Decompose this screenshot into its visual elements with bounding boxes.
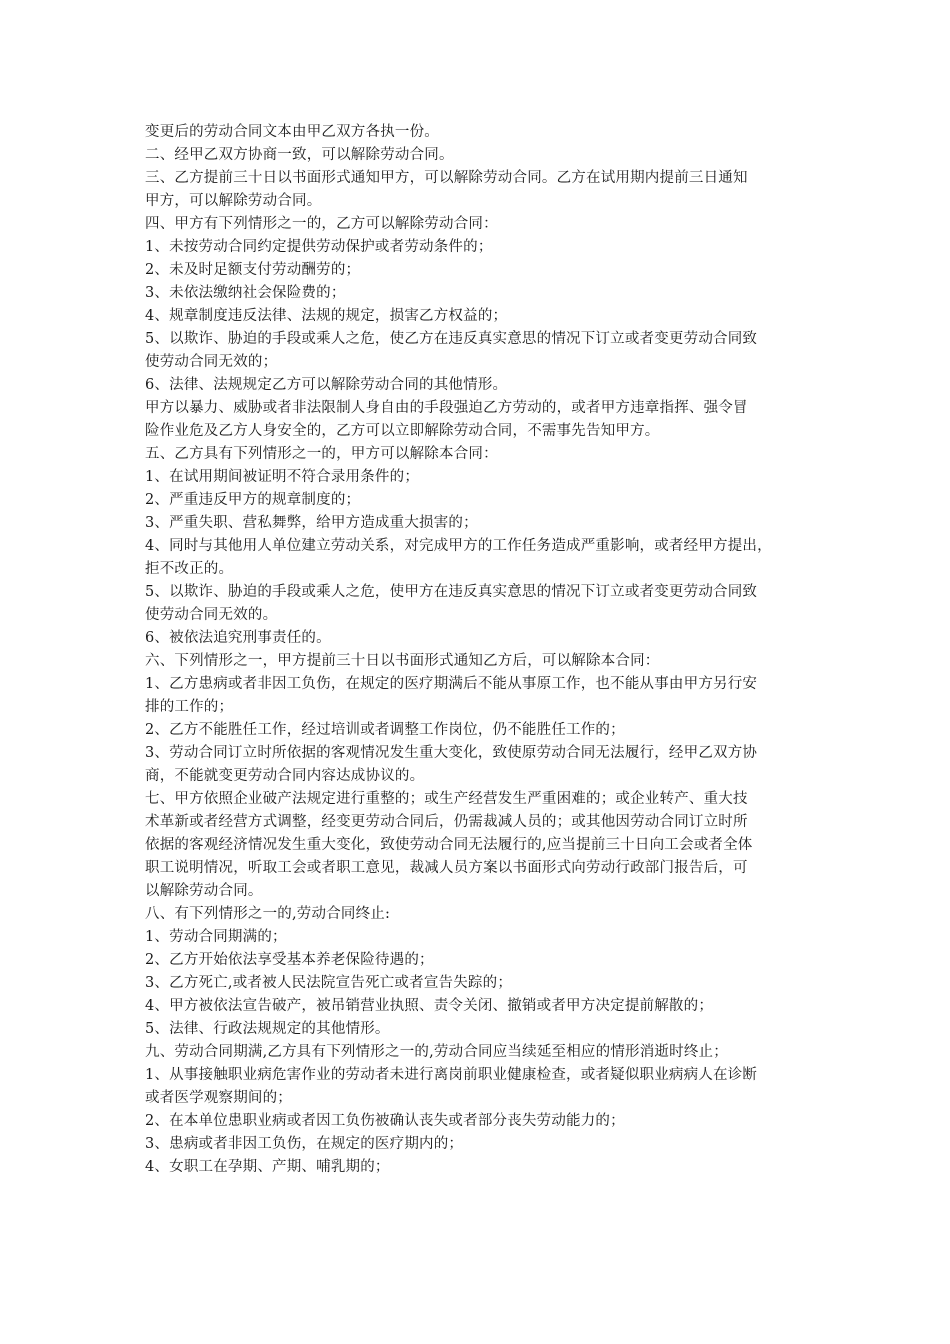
text-line: 甲方，可以解除劳动合同。	[145, 193, 322, 209]
text-line: 八、有下列情形之一的,劳动合同终止:	[145, 906, 391, 922]
text-line: 3、严重失职、营私舞弊，给甲方造成重大损害的；	[145, 515, 478, 531]
text-line: 职工说明情况，听取工会或者职工意见，裁减人员方案以书面形式向劳动行政部门报告后，可	[145, 860, 748, 876]
text-line: 三、乙方提前三十日以书面形式通知甲方，可以解除劳动合同。乙方在试用期内提前三日通知	[145, 170, 748, 186]
text-line: 3、患病或者非因工负伤，在规定的医疗期内的；	[145, 1136, 464, 1152]
text-line: 拒不改正的。	[145, 561, 234, 577]
text-line: 6、被依法追究刑事责任的。	[145, 630, 331, 646]
text-line: 5、法律、行政法规规定的其他情形。	[145, 1021, 390, 1037]
text-line: 五、乙方具有下列情形之一的，甲方可以解除本合同：	[145, 446, 498, 462]
text-line: 1、未按劳动合同约定提供劳动保护或者劳动条件的；	[145, 239, 493, 255]
text-line: 4、同时与其他用人单位建立劳动关系，对完成甲方的工作任务造成严重影响，或者经甲方提出，	[145, 538, 772, 554]
text-line: 4、甲方被依法宣告破产，被吊销营业执照、责令关闭、撤销或者甲方决定提前解散的；	[145, 998, 714, 1014]
text-line: 七、甲方依照企业破产法规定进行重整的；或生产经营发生严重困难的；或企业转产、重大技	[145, 791, 748, 807]
text-line: 5、以欺诈、胁迫的手段或乘人之危，使甲方在违反真实意思的情况下订立或者变更劳动合同致	[145, 584, 758, 600]
text-line: 5、以欺诈、胁迫的手段或乘人之危，使乙方在违反真实意思的情况下订立或者变更劳动合同致	[145, 331, 758, 347]
text-line: 2、未及时足额支付劳动酬劳的；	[145, 262, 361, 278]
text-line: 险作业危及乙方人身安全的，乙方可以立即解除劳动合同，不需事先告知甲方。	[145, 423, 660, 439]
text-line: 或者医学观察期间的；	[145, 1090, 292, 1106]
text-line: 四、甲方有下列情形之一的，乙方可以解除劳动合同：	[145, 216, 498, 232]
text-line: 2、在本单位患职业病或者因工负伤被确认丧失或者部分丧失劳动能力的；	[145, 1113, 625, 1129]
text-line: 2、严重违反甲方的规章制度的；	[145, 492, 361, 508]
document-body	[145, 121, 825, 1179]
text-line: 2、乙方不能胜任工作，经过培训或者调整工作岗位，仍不能胜任工作的；	[145, 722, 625, 738]
text-line: 使劳动合同无效的。	[145, 607, 278, 623]
text-line: 排的工作的；	[145, 699, 234, 715]
text-line: 甲方以暴力、威胁或者非法限制人身自由的手段强迫乙方劳动的，或者甲方违章指挥、强令冒	[145, 400, 748, 416]
text-line: 6、法律、法规规定乙方可以解除劳动合同的其他情形。	[145, 377, 508, 393]
text-line: 3、未依法缴纳社会保险费的；	[145, 285, 346, 301]
text-line: 4、女职工在孕期、产期、哺乳期的；	[145, 1159, 390, 1175]
text-line: 二、经甲乙双方协商一致，可以解除劳动合同。	[145, 147, 454, 163]
text-line: 1、乙方患病或者非因工负伤，在规定的医疗期满后不能从事原工作，也不能从事由甲方另行安	[145, 676, 758, 692]
text-line: 3、劳动合同订立时所依据的客观情况发生重大变化，致使原劳动合同无法履行，经甲乙双方协	[145, 745, 758, 761]
text-line: 3、乙方死亡,或者被人民法院宣告死亡或者宣告失踪的；	[145, 975, 513, 991]
text-line: 4、规章制度违反法律、法规的规定，损害乙方权益的；	[145, 308, 508, 324]
text-line: 1、在试用期间被证明不符合录用条件的；	[145, 469, 420, 485]
text-line: 商，不能就变更劳动合同内容达成协议的。	[145, 768, 425, 784]
text-line: 1、劳动合同期满的；	[145, 929, 287, 945]
text-line: 2、乙方开始依法享受基本养老保险待遇的；	[145, 952, 434, 968]
text-line: 使劳动合同无效的；	[145, 354, 278, 370]
text-line: 变更后的劳动合同文本由甲乙双方各执一份。	[145, 124, 439, 140]
text-line: 术革新或者经营方式调整，经变更劳动合同后，仍需裁减人员的；或其他因劳动合同订立时所	[145, 814, 748, 830]
text-line: 六、下列情形之一，甲方提前三十日以书面形式通知乙方后，可以解除本合同：	[145, 653, 660, 669]
text-line: 以解除劳动合同。	[145, 883, 263, 899]
text-line: 依据的客观经济情况发生重大变化，致使劳动合同无法履行的,应当提前三十日向工会或者全体	[145, 837, 753, 853]
text-line: 1、从事接触职业病危害作业的劳动者未进行离岗前职业健康检查，或者疑似职业病病人在诊断	[145, 1067, 758, 1083]
text-line: 九、劳动合同期满,乙方具有下列情形之一的,劳动合同应当续延至相应的情形消逝时终止；	[145, 1044, 728, 1060]
